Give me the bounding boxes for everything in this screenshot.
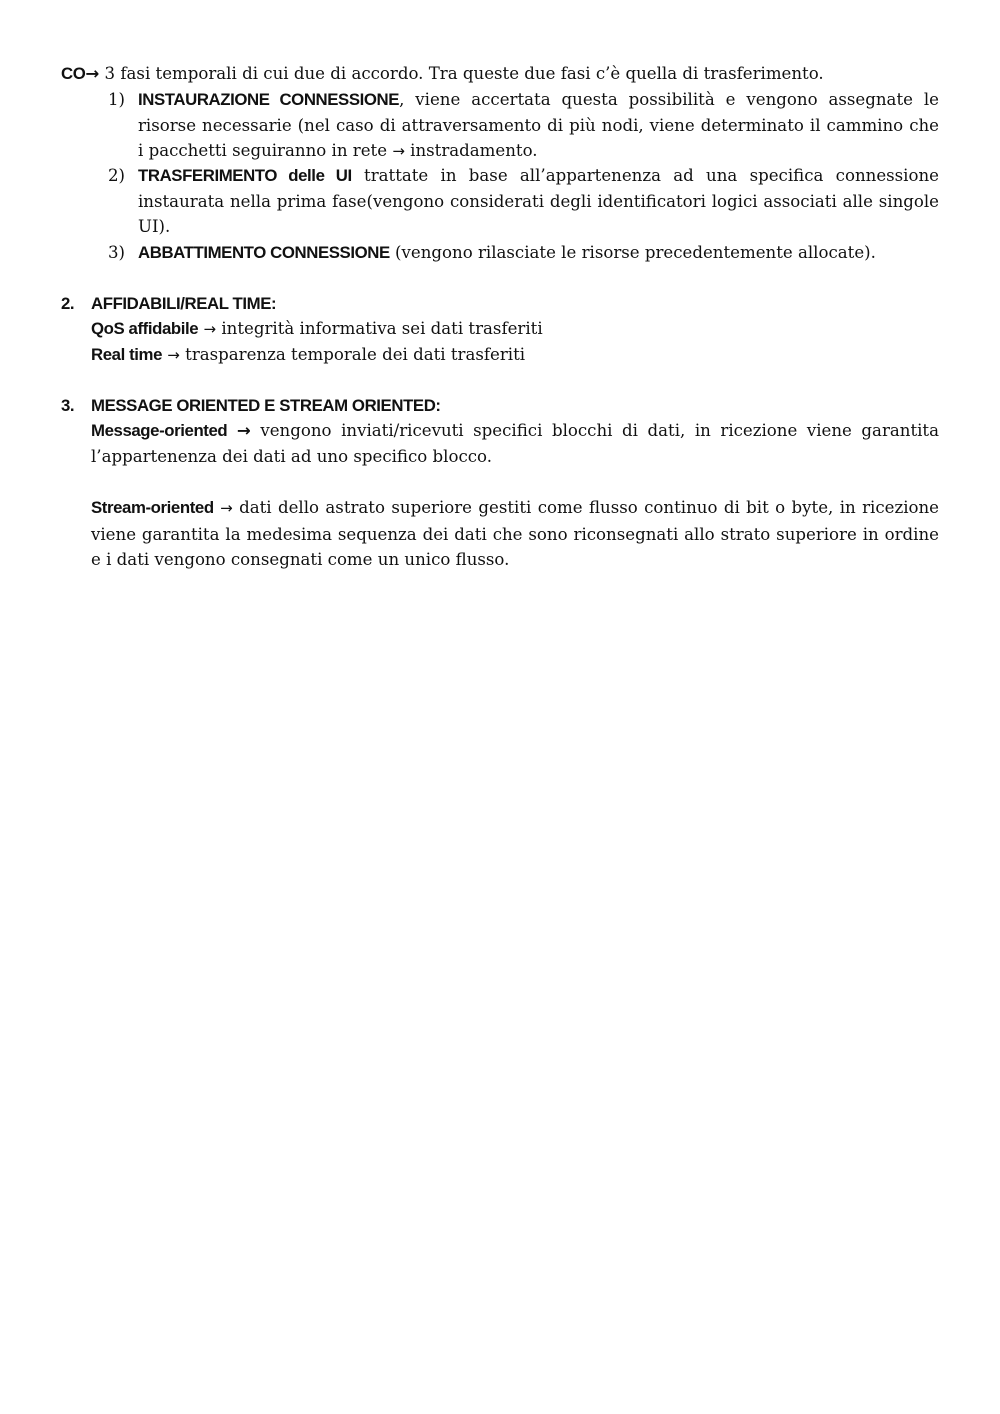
message-oriented-text: vengono inviati/ricevuti specifici blocchi di dati, in ricezione viene garantita l’appartenenza dei dati ad uno specifico blocco.	[91, 421, 939, 466]
stream-oriented-term: Stream-oriented	[91, 498, 214, 517]
phase-2-title: TRASFERIMENTO delle UI	[138, 166, 352, 185]
stream-oriented-text: dati dello astrato superiore gestiti come flusso continuo di bit o byte, in ricezione viene garantita la medesima sequenza dei dati che sono riconsegnati allo strato superiore in ordine e i dati vengono consegnati come un unico flusso.	[91, 498, 939, 570]
section-2-item-realtime	[91, 342, 525, 369]
phase-2-paragraph	[138, 163, 939, 240]
phase-1-title: INSTAURAZIONE CONNESSIONE	[138, 90, 400, 109]
phase-3-text: (vengono rilasciate le risorse precedentemente allocate).	[389, 243, 876, 262]
section-2-heading: AFFIDABILI/REAL TIME:	[91, 294, 277, 313]
arrow-icon: →	[236, 421, 251, 440]
message-oriented-term: Message-oriented	[91, 421, 228, 440]
phase-3-paragraph	[138, 240, 876, 266]
phase-1-paragraph	[138, 87, 939, 165]
qos-text: integrità informativa sei dati trasferiti	[216, 319, 543, 338]
section-3-heading: MESSAGE ORIENTED E STREAM ORIENTED:	[91, 396, 441, 415]
arrow-icon: →	[220, 499, 233, 517]
arrow-icon: →	[85, 64, 100, 83]
phase-2-number: 2)	[108, 166, 126, 185]
section-3-number: 3.	[61, 396, 75, 415]
arrow-icon: →	[203, 320, 217, 338]
intro-label: CO	[61, 64, 86, 83]
phase-2-text: trattate in base all’appartenenza ad una specifica connessione instaurata nella prima fase(vengono considerati degli identificatori logici associati alle singole UI).	[138, 166, 939, 237]
message-oriented-paragraph	[91, 418, 939, 469]
section-2-number: 2.	[61, 294, 75, 313]
arrow-icon: →	[167, 346, 180, 364]
intro-line	[61, 61, 824, 87]
realtime-text: trasparenza temporale dei dati trasferiti	[179, 345, 526, 364]
qos-term: QoS affidabile	[91, 319, 199, 338]
realtime-term: Real time	[91, 345, 163, 364]
phase-3-number: 3)	[108, 243, 126, 262]
arrow-icon: →	[392, 142, 405, 161]
intro-text: 3 fasi temporali di cui due di accordo. Tra queste due fasi c’è quella di trasferimento.	[99, 64, 824, 83]
phase-1-text-b: instradamento.	[404, 141, 538, 161]
stream-oriented-paragraph	[91, 495, 939, 573]
phase-1-number: 1)	[108, 90, 126, 109]
phase-1-text-a: , viene accertata questa possibilità e vengono assegnate le risorse necessarie (nel caso di attraversamento di più nodi, viene determinato il cammino che i pacchetti seguiranno in rete	[138, 90, 939, 161]
phase-3-title: ABBATTIMENTO CONNESSIONE	[138, 243, 390, 262]
section-2-item-qos	[91, 316, 543, 343]
